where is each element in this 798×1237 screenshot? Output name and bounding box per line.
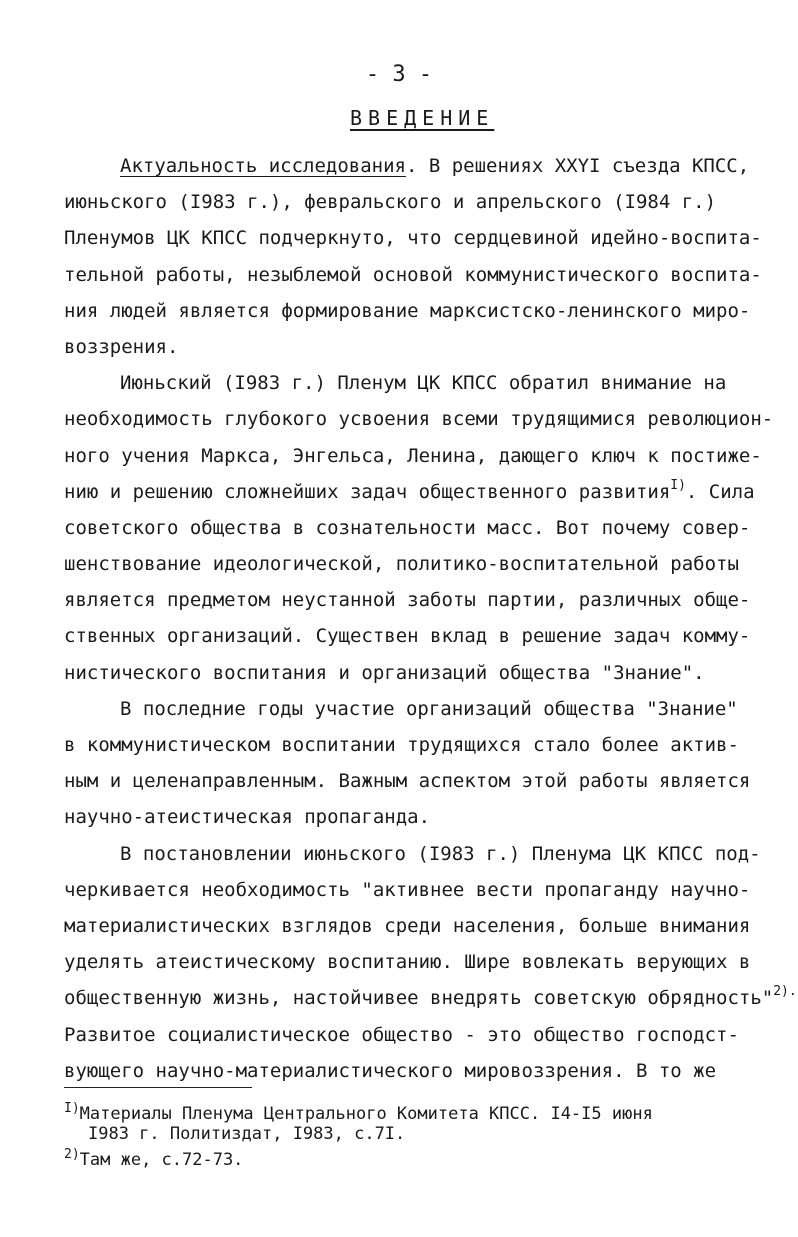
paragraph-2-line-7: является предметом неустанной заботы партии, различных обще- bbox=[64, 589, 751, 612]
paragraph-2-line-4-text: нию и решению сложнейших задач общественного развития bbox=[64, 480, 671, 503]
paragraph-1-line-6: воззрения. bbox=[64, 335, 179, 358]
paragraph-4-line-6: Развитое социалистическое общество - это общество господст- bbox=[64, 1023, 739, 1046]
paragraph-1-line-5: ния людей является формирование марксистско-ленинского миро- bbox=[64, 299, 751, 322]
paragraph-1-line-2: июньского (I983 г.), февральского и апрельского (I984 г.) bbox=[64, 191, 717, 214]
paragraph-2-line-8: ственных организаций. Существен вклад в решение задач комму- bbox=[64, 625, 751, 648]
paragraph-4-line-5 bbox=[64, 980, 797, 1016]
paragraph-2-line-4 bbox=[64, 474, 764, 510]
footnote-1-continuation bbox=[64, 1124, 764, 1144]
footnote-ref-1: I) bbox=[670, 477, 686, 493]
paragraph-2-line-5: советского общества в сознательности масс. Вот почему совер- bbox=[64, 516, 751, 539]
body-text bbox=[64, 148, 797, 1089]
paragraph-2-line-6: шенствование идеологической, политико-воспитательной работы bbox=[64, 553, 739, 576]
footnote-2-mark: 2) bbox=[64, 1147, 80, 1162]
footnote-2-line-1: Там же, с.72-73. bbox=[79, 1150, 244, 1170]
section-heading: ВВЕДЕНИЕ bbox=[350, 106, 495, 130]
paragraph-1-line-1 bbox=[64, 148, 764, 184]
paragraph-2-line-1: Июньский (I983 г.) Пленум ЦК КПСС обратил внимание на bbox=[120, 372, 727, 395]
paragraph-4-line-7: вующего научно-материалистического мировоззрения. В то же bbox=[64, 1059, 717, 1082]
paragraph-4-line-3: материалистических взглядов среди населения, больше внимания bbox=[64, 914, 751, 937]
paragraph-4-line-5-text: общественную жизнь, настойчивее внедрять советскую обрядность" bbox=[64, 987, 774, 1010]
footnote-1-line-1: Материалы Пленума Центрального Комитета КПСС. I4-I5 июня bbox=[79, 1104, 653, 1124]
paragraph-3-line-3: ным и целенаправленным. Важным аспектом этой работы является bbox=[64, 770, 751, 793]
footnote-1 bbox=[64, 1101, 764, 1124]
paragraph-1-line-3: Пленумов ЦК КПСС подчеркнуто, что сердцевиной идейно-воспита- bbox=[64, 227, 762, 250]
footnote-divider bbox=[64, 1087, 252, 1088]
paragraph-4-line-2: черкивается необходимость "активнее вести пропаганду научно- bbox=[64, 878, 751, 901]
paragraph-1-line-1-rest: . В решениях XXYI съезда КПСС, bbox=[405, 155, 750, 177]
footnote-ref-2: 2). bbox=[773, 984, 797, 1000]
paragraph-2-line-9: нистического воспитания и организаций общества "Знание". bbox=[64, 661, 705, 684]
paragraph-2-line-3: ного учения Маркса, Энгельса, Ленина, дающего ключ к постиже- bbox=[64, 444, 762, 467]
footnote-1-line-2: I983 г. Политиздат, I983, с.7I. bbox=[88, 1124, 406, 1144]
paragraph-2-line-2: необходимость глубокого усвоения всеми трудящимися революцион- bbox=[64, 408, 774, 431]
paragraph-2-line-4-tail: . Сила bbox=[685, 480, 755, 503]
page-number: - 3 - bbox=[365, 62, 433, 87]
paragraph-4-line-4: уделять атеистическому воспитанию. Шире вовлекать верующих в bbox=[64, 951, 751, 974]
paragraph-3-line-1: В последние годы участие организаций общества "Знание" bbox=[120, 697, 738, 720]
paragraph-1-line-4: тельной работы, незыблемой основой коммунистического воспита- bbox=[64, 263, 762, 286]
footnote-2 bbox=[64, 1147, 764, 1170]
footnote-1-mark: I) bbox=[64, 1101, 80, 1116]
paragraph-4-line-1: В постановлении июньского (I983 г.) Пленума ЦК КПСС под- bbox=[120, 842, 761, 865]
relevance-label: Актуальность исследования bbox=[120, 155, 406, 177]
paragraph-3-line-4: научно-атеистическая пропаганда. bbox=[64, 806, 431, 829]
paragraph-3-line-2: в коммунистическом воспитании трудящихся стало более актив- bbox=[64, 734, 739, 756]
